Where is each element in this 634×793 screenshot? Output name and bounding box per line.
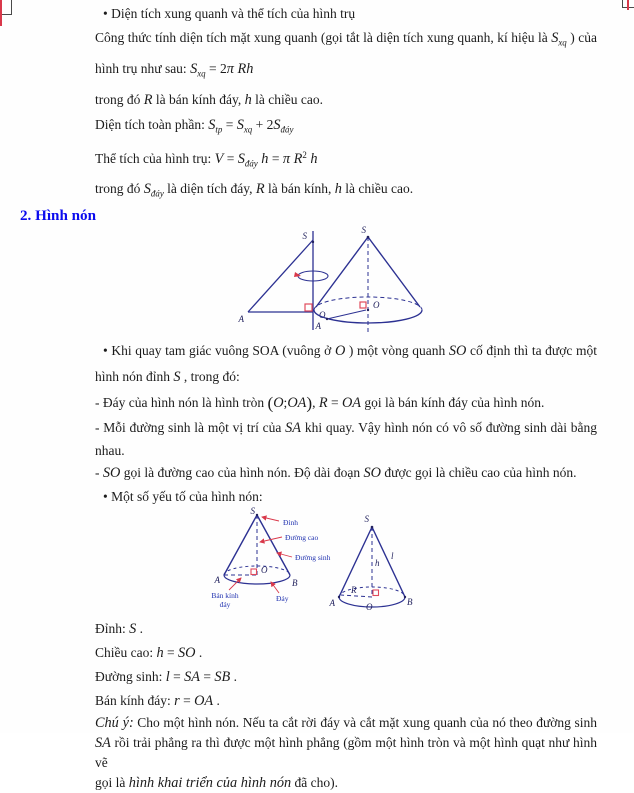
text-run: SA: [184, 669, 200, 686]
text-run: Đỉnh:: [95, 621, 130, 637]
label-a: A: [238, 313, 244, 324]
text-run: h: [156, 645, 164, 662]
definition-line-apex: [95, 617, 597, 641]
point-s: [312, 241, 314, 243]
annotation-ban-kinh-day: đáy: [219, 600, 231, 610]
right-angle-mark: [373, 590, 379, 596]
text-run: trong đó: [95, 91, 144, 107]
text-run: R: [143, 91, 153, 108]
text-run: S: [551, 30, 559, 46]
point-a: [338, 596, 340, 598]
text-run: Công thức tính diện tích mặt xung quanh (gọi tắt là diện tích xung quanh, kí hiệu là: [95, 30, 552, 45]
annotation-duong-cao: Đường cao: [285, 533, 319, 543]
label-a: A: [329, 598, 335, 609]
label-b: B: [292, 578, 298, 589]
text-run: , trong đó:: [180, 368, 240, 384]
text-run: Chú ý:: [95, 715, 134, 732]
text-run: S: [208, 116, 216, 133]
text-run: OA: [194, 693, 214, 710]
triangle-hypotenuse: [248, 240, 313, 312]
text-run: 2. Hình nón: [20, 207, 97, 224]
text-run: .: [136, 621, 144, 637]
text-run: = 2: [205, 61, 227, 77]
text-run: =: [169, 669, 185, 685]
text-run: Diện tích xung quanh và thể tích của hình trụ: [111, 6, 356, 21]
text-run: được gọi là chiều cao của hình nón.: [381, 465, 577, 481]
text-run: cố định thì ta được một: [466, 342, 598, 358]
text-run: S: [143, 181, 151, 198]
point-s: [256, 514, 258, 516]
text-run: SB: [214, 669, 231, 686]
label-l: l: [391, 551, 394, 562]
text-run: SO: [102, 465, 121, 482]
formula-line-stp: [95, 112, 597, 142]
text-run: =: [163, 645, 179, 661]
bullet-line-elements: [95, 485, 597, 509]
paragraph-line: [95, 440, 597, 461]
text-run: - Mỗi đường sinh là một vị trí của: [95, 420, 286, 436]
point-s: [367, 235, 370, 238]
text-run: (: [267, 393, 274, 413]
text-run: .: [213, 693, 220, 709]
dash-line-generatrix: [95, 416, 597, 440]
text-run: gọi là: [95, 775, 129, 791]
text-run: =: [268, 151, 283, 167]
text-run: ) của: [566, 30, 598, 45]
annotation-duong-sinh: Đường sinh: [295, 553, 331, 563]
text-run: S: [237, 151, 245, 168]
text-run: hình nón đỉnh: [95, 368, 174, 384]
text-run: hình khai triển của hình nón: [128, 775, 292, 792]
text-run: SO: [178, 645, 196, 662]
text-run: gọi là đường cao của hình nón. Độ dài đoạn: [120, 465, 364, 481]
note-line: [95, 713, 597, 733]
label-o: O: [366, 602, 373, 613]
text-run: O: [273, 394, 284, 411]
definition-line-generatrix: [95, 665, 597, 689]
text-run: Đường sinh:: [95, 669, 166, 685]
text-run: =: [179, 693, 195, 709]
radius-dashed: [341, 595, 372, 597]
red-margin-mark-right: [627, 0, 629, 10]
text-run: π Rh: [226, 61, 254, 78]
cone-rotation-svg: [95, 226, 597, 334]
bullet-line-rotation: [95, 338, 597, 364]
text-run: S: [236, 116, 244, 133]
paragraph-line: [95, 364, 597, 390]
text-run: là chiều cao.: [341, 181, 414, 197]
document-body: [20, 2, 598, 793]
text-run: .: [230, 669, 237, 685]
text-run: l: [165, 669, 170, 686]
paragraph-line: [95, 88, 597, 112]
arrow-to-base: [271, 582, 279, 593]
text-run: h: [257, 151, 269, 168]
label-s: S: [364, 514, 369, 525]
definition-line-height: [95, 641, 597, 665]
text-run: ,: [312, 394, 319, 410]
text-run: Thể tích của hình trụ:: [95, 151, 215, 167]
text-run: =: [222, 116, 237, 132]
text-run: V: [214, 151, 224, 168]
arrow-to-apex: [262, 517, 279, 521]
text-run: là chiều cao.: [251, 91, 323, 107]
text-run: gọi là bán kính đáy của hình nón.: [361, 394, 545, 410]
right-angle-mark: [251, 569, 257, 575]
cone-elements-svg: [95, 506, 597, 613]
label-s: S: [361, 224, 366, 235]
text-run: là diện tích đáy,: [163, 181, 256, 197]
text-run: hình trụ như sau:: [95, 61, 191, 77]
label-o: O: [319, 309, 326, 320]
definition-line-radius: [95, 689, 597, 713]
text-run: π R: [282, 151, 303, 168]
text-run: trong đó: [95, 181, 144, 197]
text-run: h: [334, 181, 342, 198]
text-run: =: [199, 669, 215, 685]
base-ellipse-front: [224, 575, 290, 584]
text-run: là bán kính,: [264, 181, 335, 197]
bullet-line-cylinder-title: [95, 2, 597, 25]
text-run: đáy: [150, 188, 164, 199]
text-run: đáy: [280, 124, 294, 135]
right-angle-mark: [305, 304, 312, 311]
text-run: đáy: [244, 158, 258, 169]
text-run: tp: [215, 124, 223, 135]
text-run: =: [327, 394, 342, 410]
text-run: ): [306, 393, 313, 413]
formula-line-sxq: [95, 55, 597, 87]
text-run: SA: [95, 735, 111, 752]
text-run: rồi trải phẳng ra thì được một hình phẳng (gồm một hình tròn và một hình quạt như hình vẽ: [95, 735, 597, 771]
text-run: OA: [341, 394, 362, 411]
arrow-to-radius: [229, 578, 241, 590]
cone-rotation-figure: [95, 226, 597, 338]
annotation-ban-kinh: Bán kính: [211, 591, 239, 601]
rotation-arrowhead-icon: [294, 272, 301, 277]
note-line: [95, 733, 597, 773]
paragraph-line: [95, 25, 597, 55]
red-margin-mark-left: [0, 0, 2, 26]
text-run: O: [334, 342, 346, 359]
text-run: SO: [363, 465, 381, 482]
text-run: OA: [287, 394, 307, 411]
text-run: R: [318, 394, 328, 411]
annotation-dinh: Đỉnh: [283, 518, 298, 528]
point-b: [404, 596, 406, 598]
text-run: xq: [197, 68, 206, 79]
label-b: B: [407, 597, 413, 608]
dash-line-base: [95, 390, 597, 417]
text-run: h: [244, 91, 252, 108]
point-o: [367, 309, 369, 311]
label-a: A: [315, 320, 321, 331]
text-run: là bán kính đáy,: [152, 91, 245, 107]
label-o: O: [373, 299, 380, 310]
text-run: Cho một hình nón. Nếu ta cắt rời đáy và cắt mặt xung quanh của nó theo đường sinh: [133, 715, 597, 731]
paragraph-line: [95, 177, 597, 205]
right-angle-mark: [360, 302, 366, 308]
text-run: xq: [243, 124, 253, 135]
text-run: R: [255, 181, 265, 198]
text-run: .: [195, 645, 203, 661]
label-a: A: [214, 575, 220, 586]
point-a: [326, 318, 328, 320]
text-run: 2: [302, 150, 307, 161]
text-run: Diện tích toàn phần:: [95, 116, 209, 132]
label-o: O: [261, 565, 268, 576]
text-run: r: [174, 693, 180, 710]
text-run: Bán kính đáy:: [95, 693, 175, 709]
label-s: S: [250, 506, 255, 517]
text-run: nhau.: [95, 443, 125, 459]
text-run: ) một vòng quanh: [345, 342, 449, 358]
section-heading-hinh-non: [20, 206, 597, 226]
text-run: • Một số yếu tố của hình nón:: [103, 489, 263, 505]
text-run: •: [103, 6, 112, 21]
text-run: -: [95, 465, 103, 481]
text-run: ;: [283, 394, 288, 410]
text-run: - Đáy của hình nón là hình tròn: [95, 394, 268, 410]
text-run: khi quay. Vậy hình nón có vô số đường sinh dài bằng: [301, 420, 598, 436]
text-run: + 2: [252, 116, 274, 132]
cone-right-slant: [368, 237, 420, 307]
text-run: SO: [448, 342, 467, 359]
text-run: S: [190, 61, 198, 78]
text-run: h: [306, 151, 318, 168]
text-run: =: [223, 151, 238, 167]
text-run: xq: [558, 37, 567, 48]
text-run: S: [129, 621, 137, 638]
text-run: Chiều cao:: [95, 645, 157, 661]
dash-line-height: [95, 461, 597, 485]
text-run: SA: [285, 420, 302, 437]
text-run: • Khi quay tam giác vuông SOA (vuông ở: [103, 342, 335, 358]
radius-oa: [327, 310, 366, 319]
point-s: [371, 526, 374, 529]
label-r: R: [351, 585, 357, 596]
text-run: S: [173, 368, 181, 385]
formula-line-volume: [95, 142, 597, 177]
text-run: S: [273, 116, 281, 133]
label-h: h: [375, 558, 380, 569]
text-run: đã cho).: [291, 775, 339, 791]
label-s: S: [302, 230, 307, 241]
annotation-day: Đáy: [276, 594, 289, 604]
cone-elements-figure: [95, 506, 597, 617]
note-line: [95, 773, 597, 793]
